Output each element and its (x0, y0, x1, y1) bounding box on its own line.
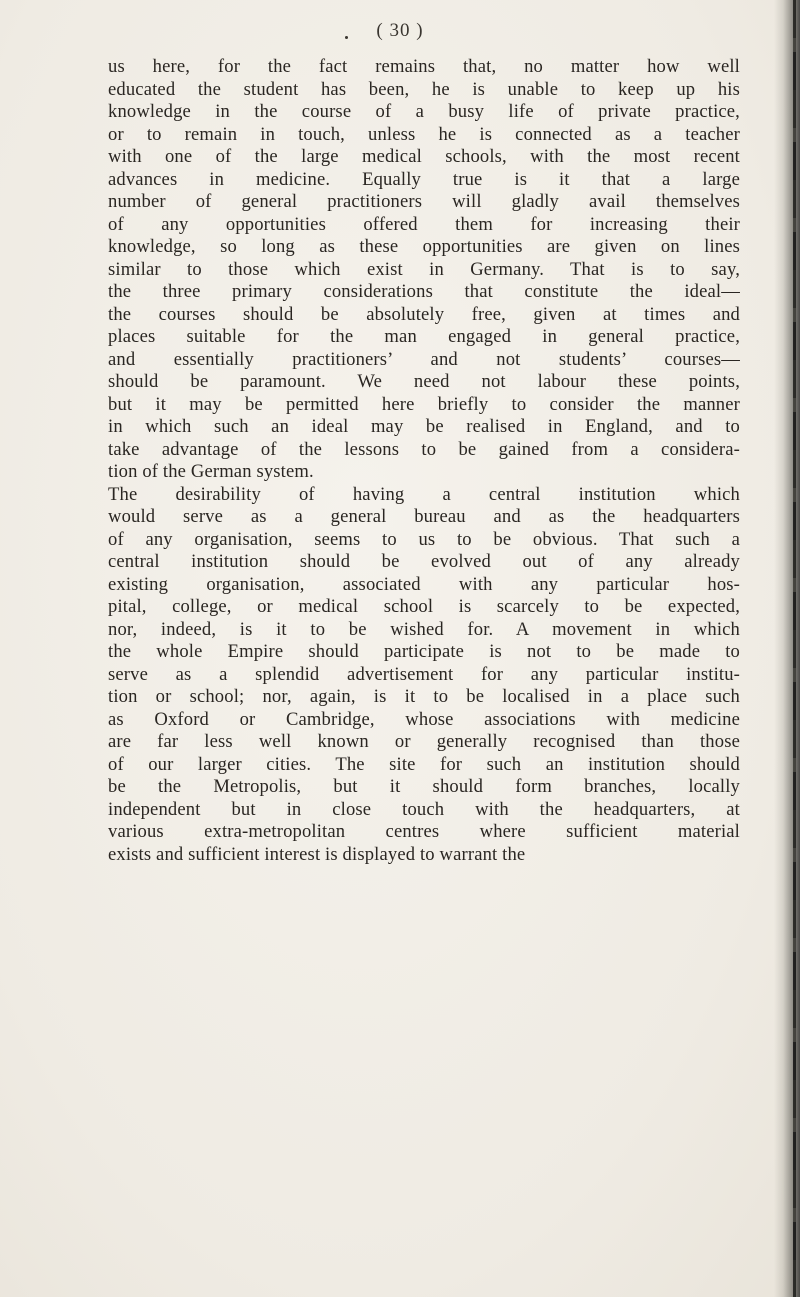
text-line: be the Metropolis, but it should form branches, locally (108, 776, 740, 797)
text-line: serve as a splendid advertisement for any particular institu- (108, 663, 740, 685)
text-line: as Oxford or Cambridge, whose associations with medicine (108, 708, 740, 730)
text-line: and essentially practitioners’ and not students’ courses— (108, 348, 740, 370)
text-line: various extra-metropolitan centres where sufficient material (108, 821, 740, 842)
text-line: or to remain in touch, unless he is connected as a teacher (108, 123, 740, 145)
text-line: the three primary considerations that constitute the ideal— (108, 281, 740, 302)
text-line: central institution should be evolved out of any already (108, 551, 740, 572)
text-line: places suitable for the man engaged in general practice, (108, 326, 740, 347)
text-line: of any opportunities offered them for increasing their (108, 213, 740, 235)
text-line: number of general practitioners will gladly avail themselves (108, 191, 740, 212)
text-line: tion or school; nor, again, is it to be localised in a place such (108, 686, 740, 707)
text-line: us here, for the fact remains that, no matter how well (108, 56, 740, 77)
text-line: are far less well known or generally recognised than those (108, 731, 740, 752)
text-line: similar to those which exist in Germany. That is to say, (108, 258, 740, 280)
text-line: The desirability of having a central institution which (108, 483, 740, 505)
text-line: take advantage of the lessons to be gained from a considera- (108, 438, 740, 460)
text-line: of our larger cities. The site for such an institution should (108, 753, 740, 775)
text-line: would serve as a general bureau and as the headquarters (108, 506, 740, 527)
text-line: pital, college, or medical school is scarcely to be expected, (108, 596, 740, 617)
text-line: in which such an ideal may be realised in England, and to (108, 416, 740, 437)
text-line: the whole Empire should participate is not to be made to (108, 641, 740, 662)
page-number: ( 30 ) (376, 20, 424, 41)
text-line: existing organisation, associated with any particular hos- (108, 573, 740, 595)
text-line: exists and sufficient interest is displayed to warrant the (108, 843, 526, 865)
text-line: but it may be permitted here briefly to consider the manner (108, 393, 740, 415)
text-line: nor, indeed, is it to be wished for. A movement in which (108, 618, 740, 640)
body-text (108, 56, 740, 866)
text-line: should be paramount. We need not labour these points, (108, 371, 740, 392)
page-edge-shadow (774, 0, 800, 1297)
text-line: of any organisation, seems to us to be obvious. That such a (108, 528, 740, 550)
text-line: the courses should be absolutely free, given at times and (108, 303, 740, 325)
text-line: tion of the German system. (108, 461, 314, 482)
page-edge-binding (793, 0, 796, 1297)
text-line: advances in medicine. Equally true is it that a large (108, 168, 740, 190)
text-line: educated the student has been, he is unable to keep up his (108, 78, 740, 100)
text-line: with one of the large medical schools, with the most recent (108, 146, 740, 167)
text-line: independent but in close touch with the headquarters, at (108, 798, 740, 820)
text-line: knowledge in the course of a busy life of private practice, (108, 101, 740, 122)
text-line: knowledge, so long as these opportunities are given on lines (108, 236, 740, 257)
